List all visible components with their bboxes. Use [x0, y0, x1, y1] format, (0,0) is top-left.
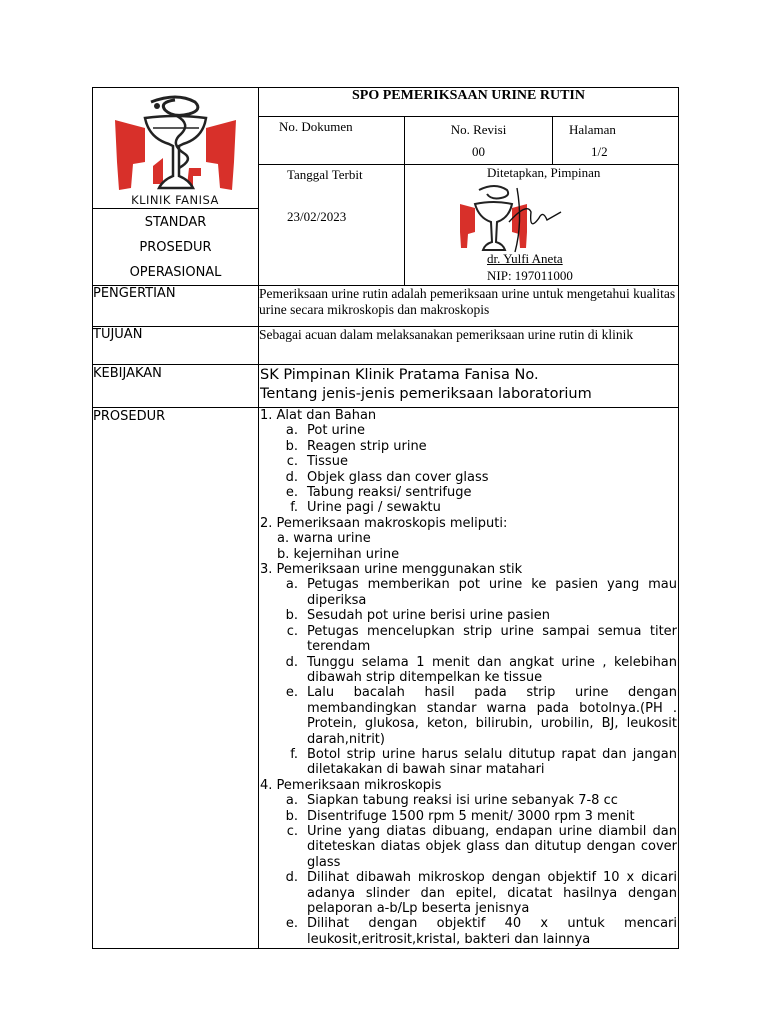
list-marker: e. [285, 685, 298, 701]
list-item [260, 916, 677, 947]
tanggal-terbit-cell [259, 164, 405, 285]
section-stik: 3. Pemeriksaan urine menggunakan stik [260, 562, 523, 578]
list-item [260, 423, 677, 438]
list-marker: e. [285, 485, 298, 501]
tujuan-text: Sebagai acuan dalam melaksanakan pemeriksaan urine rutin di klinik [259, 327, 679, 365]
list-item [260, 500, 677, 515]
no-dokumen-cell [259, 116, 405, 164]
no-revisi-value: 00 [472, 143, 485, 159]
document-title: SPO PEMERIKSAAN URINE RUTIN [259, 88, 679, 117]
section-makroskopis: 2. Pemeriksaan makroskopis meliputi: [260, 515, 508, 531]
list-marker: e. [285, 916, 298, 932]
prosedur-label: PROSEDUR [93, 408, 259, 949]
list-item: a. warna urine [277, 531, 371, 547]
list-marker: a. [285, 423, 298, 439]
list-item-text: Siapkan tabung reaksi isi urine sebanyak 7-8 cc [307, 793, 618, 809]
list-marker: d. [285, 870, 298, 886]
list-marker: c. [286, 623, 298, 639]
ditetapkan-cell [405, 164, 679, 285]
halaman-cell [553, 116, 679, 164]
list-item-text: Sesudah pot urine berisi urine pasien [307, 608, 550, 624]
list-item [260, 439, 677, 454]
prosedur-content-cell [259, 408, 679, 949]
list-item-text: Tabung reaksi/ sentrifuge [307, 485, 472, 501]
tanggal-terbit-label: Tanggal Terbit [287, 166, 363, 182]
spo-document-table [92, 87, 679, 949]
kebijakan-text [259, 365, 679, 408]
list-marker: f. [290, 500, 298, 516]
no-revisi-cell [405, 116, 553, 164]
list-item [260, 685, 677, 747]
list-item [260, 454, 677, 469]
list-marker: a. [285, 577, 298, 593]
list-item-text: Tunggu selama 1 menit dan angkat urine , kelebihan dibawah strip ditempelkan ke tissue [307, 654, 678, 685]
logo-cell [93, 88, 259, 286]
list-marker: c. [286, 823, 298, 839]
list-item [260, 824, 677, 870]
standar-prosedur-operasional [92, 208, 259, 285]
stamp-signature [457, 182, 567, 256]
list-marker: d. [285, 469, 298, 485]
halaman-value: 1/2 [591, 143, 608, 159]
makroskopis-list [260, 531, 677, 562]
list-item-text: Reagen strip urine [307, 438, 427, 454]
list-marker: d. [285, 654, 298, 670]
list-item-text: Dilihat dibawah mikroskop dengan objektif 10 x dicari adanya slinder dan epitel, dicatat hasilnya dengan pelaporan a-b/Lp beserta jenisnya [307, 870, 678, 916]
list-item [260, 793, 677, 808]
no-revisi-label: No. Revisi [450, 121, 507, 137]
standar-line: STANDAR [144, 215, 207, 230]
mikroskopis-steps-list [260, 793, 677, 947]
tujuan-label: TUJUAN [93, 327, 259, 365]
list-marker: a. [285, 793, 298, 809]
list-item-text: Lalu bacalah hasil pada strip urine dengan membandingkan standar warna pada botolnya.(PH . Protein, glukosa, keton, bilirubin, urobilin, BJ, leukosit darah,nitrit) [307, 685, 678, 747]
list-item-text: Urine pagi / sewaktu [307, 500, 441, 516]
list-item [260, 577, 677, 608]
list-item-text: Disentrifuge 1500 rpm 5 menit/ 3000 rpm 3 menit [307, 808, 635, 824]
section-mikroskopis: 4. Pemeriksaan mikroskopis [260, 777, 442, 793]
operasional-line: OPERASIONAL [129, 265, 222, 280]
list-marker: f. [290, 746, 298, 762]
prosedur-line: PROSEDUR [139, 240, 212, 255]
list-marker: b. [285, 438, 298, 454]
list-item-text: Urine yang diatas dibuang, endapan urine diambil dan diteteskan diatas objek glass dan ditutup dengan cover glass [307, 823, 678, 870]
logo-text: KLINIK FANISA [131, 193, 219, 207]
pimpinan-nip: NIP: 197011000 [487, 267, 573, 283]
tanggal-terbit-value: 23/02/2023 [287, 208, 347, 224]
list-item [260, 809, 677, 824]
list-item-text: Botol strip urine harus selalu ditutup rapat dan jangan diletakakan di bawah sinar matahari [307, 746, 678, 778]
list-item-text: Petugas memberikan pot urine ke pasien yang mau diperiksa [307, 577, 678, 608]
pimpinan-name: dr. Yulfi Aneta [487, 250, 563, 266]
list-item-text: Tissue [307, 454, 348, 470]
no-dokumen-label: No. Dokumen [279, 118, 353, 134]
list-item [260, 485, 677, 500]
list-item-text: Petugas mencelupkan strip urine sampai semua titer terendam [307, 623, 678, 655]
list-item [260, 747, 677, 778]
list-item-text: Objek glass dan cover glass [307, 469, 489, 485]
prosedur-list [259, 408, 678, 948]
list-item-text: Dilihat dengan objektif 40 x untuk mencari leukosit,eritrosit,kristal, bakteri dan lainnya [307, 916, 678, 947]
pengertian-label: PENGERTIAN [93, 286, 259, 327]
pengertian-text: Pemeriksaan urine rutin adalah pemeriksaan urine untuk mengetahui kualitas urine secara mikroskopis dan makroskopis [259, 286, 679, 327]
list-item [260, 608, 677, 623]
halaman-label: Halaman [569, 121, 616, 137]
list-item [260, 470, 677, 485]
alat-bahan-list [260, 423, 677, 515]
stik-steps-list [260, 577, 677, 777]
kebijakan-line-1: SK Pimpinan Klinik Pratama Fanisa No. [260, 367, 539, 383]
kebijakan-line-2: Tentang jenis-jenis pemeriksaan laboratorium [260, 386, 592, 402]
list-marker: b. [285, 808, 298, 824]
kebijakan-label: KEBIJAKAN [93, 365, 259, 408]
list-item [260, 624, 677, 655]
ditetapkan-label: Ditetapkan, Pimpinan [487, 164, 601, 180]
list-item [260, 870, 677, 916]
list-marker: c. [286, 454, 298, 470]
section-alat-dan-bahan: 1. Alat dan Bahan [260, 408, 377, 423]
list-item-text: Pot urine [307, 423, 365, 439]
list-item: b. kejernihan urine [277, 546, 400, 562]
list-item [260, 655, 677, 686]
list-marker: b. [285, 608, 298, 624]
klinik-fanisa-logo [93, 88, 258, 208]
